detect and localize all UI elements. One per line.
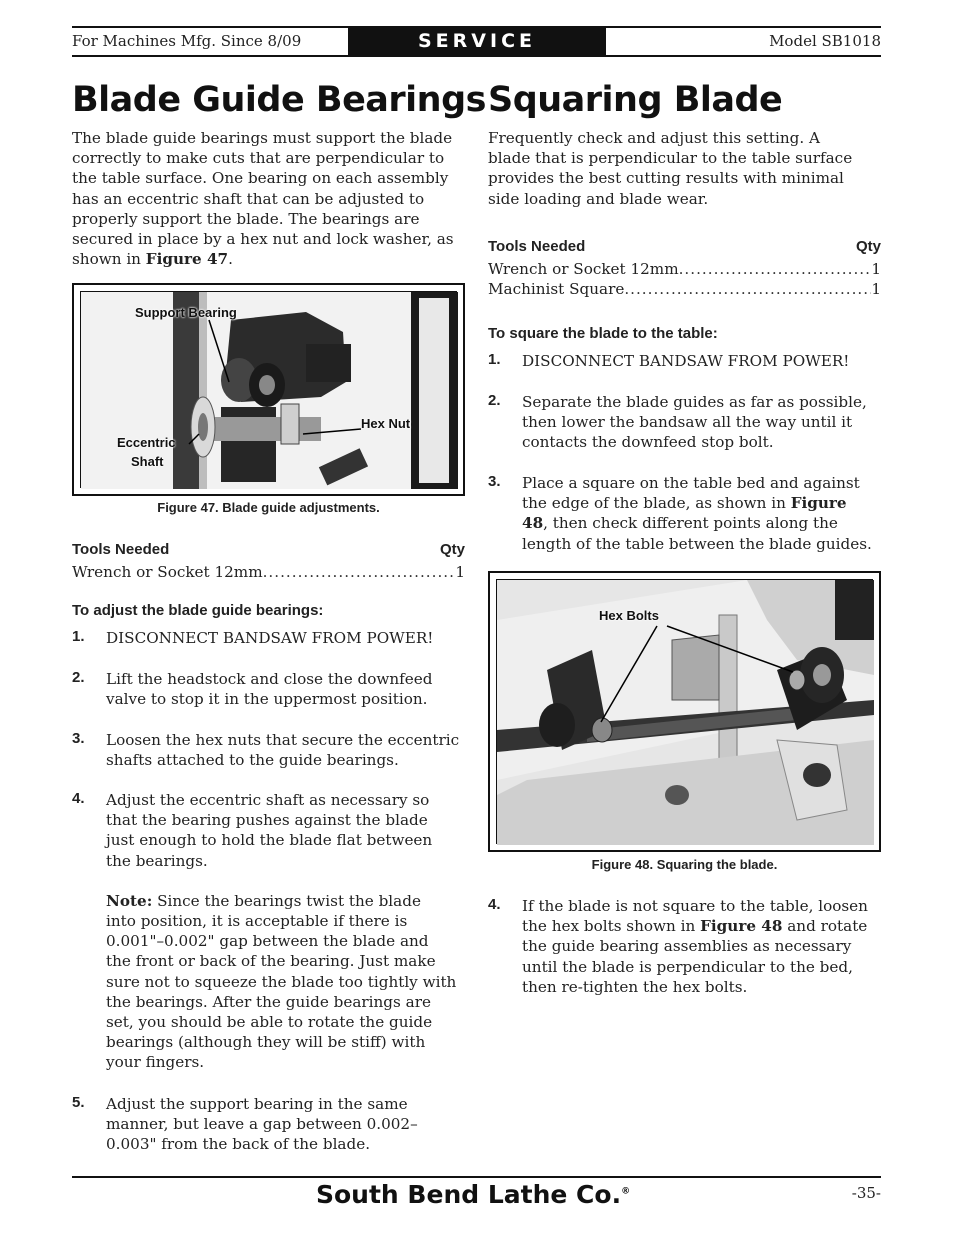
figure-48-caption: Figure 48. Squaring the blade.: [591, 857, 778, 872]
section-banner: SERVICE: [348, 28, 606, 55]
qty-header: Qty: [439, 541, 465, 558]
shaft-label: Shaft: [131, 454, 164, 469]
header-left: For Machines Mfg. Since 8/09: [72, 32, 302, 50]
support-bearing-label: Support Bearing: [135, 305, 237, 320]
left-tools-table: [72, 541, 465, 582]
right-procedure-title: To square the blade to the table:: [488, 325, 718, 342]
right-intro: Frequently check and adjust this setting. A blade that is perpendicular to the table surface provides the best cutting results with minimal side loading and blade wear.: [488, 129, 853, 208]
figure-48: [488, 571, 881, 852]
tool-row: Wrench or Socket 12mm ..... 1: [488, 259, 881, 279]
hex-bolts-label: Hex Bolts: [599, 608, 659, 623]
figure-47: [72, 283, 465, 496]
footer-rule: [72, 1176, 881, 1178]
tools-header: Tools Needed: [72, 541, 170, 558]
left-title: Blade Guide Bearings: [72, 80, 486, 120]
right-tools-table: Tools Needed Qty Wrench or Socket 12mm ..... 1 Machinist Square ..... 1: [488, 238, 881, 299]
page-header: [72, 26, 881, 57]
right-title: Squaring Blade: [488, 80, 783, 120]
left-procedure-title: To adjust the blade guide bearings:: [72, 602, 324, 619]
tool-row: Machinist Square ..... 1: [488, 279, 881, 299]
page-number: -35-: [851, 1184, 881, 1202]
tool-row: Wrench or Socket 12mm ..... 1: [72, 562, 465, 582]
left-intro: The blade guide bearings must support the blade correctly to make cuts that are perpendicular to the table surface. One bearing on each assembly has an eccentric shaft that can be adjusted to properly support the blade. The bearings are secured in place by a hex nut and lock washer, as shown in Figure 47.: [72, 129, 454, 269]
note: Note: Since the bearings twist the blade: [106, 891, 421, 910]
eccentric-label: Eccentric: [117, 435, 176, 450]
figure-48-image: [497, 580, 874, 845]
header-model: Model SB1018: [769, 32, 881, 50]
hex-nut-label: Hex Nut: [361, 416, 411, 431]
figure-47-caption: Figure 47. Blade guide adjustments.: [157, 500, 380, 515]
brand-logo: South Bend Lathe Co.®: [316, 1180, 631, 1209]
